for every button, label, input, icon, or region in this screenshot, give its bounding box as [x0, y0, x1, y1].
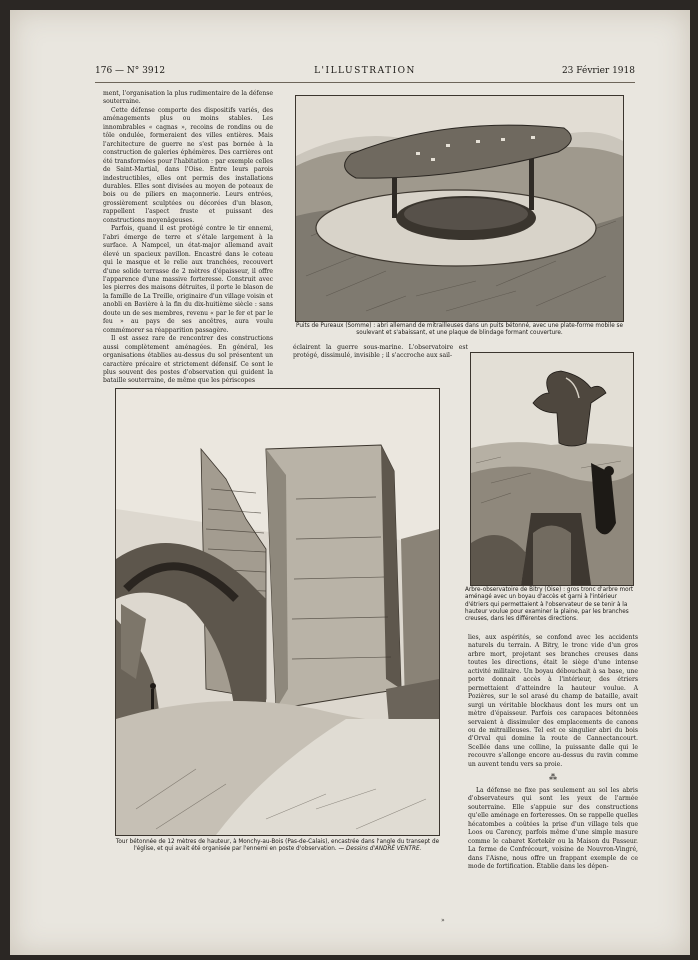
text-column-3-continued [468, 787, 638, 872]
caption-fig2-text: Tour bétonnée de 12 mètres de hauteur, à Monchy-au-Bois (Pas-de-Calais), encastrée dans l'angle du transept de l'église, et qui avait été organisée par l'ennemi en poste d'observation. [115, 839, 440, 853]
caption-fig3: Arbre-observatoire de Bitry (Oise) : gros tronc d'arbre mort aménagé avec un boyau d'accès et garni à l'intérieur d'étriers qui permettaient à l'observateur de se tenir à la hauteur voulue pour examiner la plaine, par les branches creuses, dans les différentes directions. [465, 587, 634, 623]
illustration-bitry-tree [470, 352, 634, 586]
section-ornament: ⁂ [549, 773, 557, 782]
paragraph: Parfois, quand il est protégé contre le tir ennemi, l'abri émerge de terre et s'étale largement à la surface. A Nampcel, un état-major allemand avait élevé un spacieux pavillon. Encastré dans le coteau qui le masque et le relie aux tranchées, recouvert d'une solide terrasse de 2 mètres d'épaisseur, il offre l'apparence d'une massive forteresse. Construit avec les pierres des maisons détruites, il porte le blason de la famille de La Treille, originaire d'un village voisin et anobli en Bavière à la fin du dix-huitième siècle : sans doute un de ses membres, revenu « par le fer et par le feu » au pays de ses ancêtres, aura voulu commémorer sa réapparition passagère. [103, 225, 273, 334]
issue-date: 23 Février 1918 [561, 66, 635, 76]
page-header [95, 66, 635, 80]
paragraph: ment, l'organisation la plus rudimentaire de la défense souterraine. [103, 90, 273, 106]
page-number: 176 — N° 3912 [95, 66, 166, 76]
illustration-monchy-tower [115, 388, 440, 836]
caption-fig1: Puits de Pureaux (Somme) : abri allemand de mitrailleuses dans un puits bétonné, avec une plate-forme mobile se soulevant et s'abaissant, et une plaque de blindage formant couverture. [296, 323, 623, 337]
header-rule [95, 82, 635, 83]
text-column-1 [103, 90, 273, 386]
paragraph: La défense ne fixe pas seulement au sol les abris d'observateurs qui sont les yeux de l'armée souterraine. Elle s'appuie sur des constructions qu'elle aménage en forteresses. On se rappelle quelles hécatombes a coûtées la prise d'un village tels que Loos ou Carency, parfois même d'une simple masure comme le cabaret Kortekër ou la Maison du Passeur. La ferme de Confrécourt, voisine de Nouvron-Vingré, dans l'Aisne, nous offre un frappant exemple de ce mode de fortification. Établie dans les dépen- [468, 787, 638, 871]
paragraph: Il est assez rare de rencontrer des constructions aussi complètement aménagées. En général, les organisations établies au-dessus du sol présentent un caractère précaire et strictement défensif. Ce sont le plus souvent des postes d'observation qui guident la bataille souterraine, de même que les périscopes [103, 335, 273, 385]
footer-mark: » [441, 917, 445, 924]
text-column-2 [293, 344, 468, 361]
illustration-credit: — Dessins d'ANDRÉ VENTRE. [338, 846, 422, 853]
paragraph: lies, aux aspérités, se confond avec les accidents naturels du terrain. A Bitry, le tronc vide d'un gros arbre mort, projetant ses branches creuses dans toutes les directions, était le siège d'une intense activité militaire. Un boyau débouchait à sa base, une porte donnait accès à l'intérieur, des étriers permettaient d'atteindre la hauteur voulue. A Pozières, sur le sol arasé du champ de bataille, avait surgi un véritable blockhaus dont les murs ont un mètre d'épaisseur. Parfois ces carapaces bétonnées servaient à dissimuler des emplacements de canons ou de mitrailleuses. Tel est ce singulier abri du bois d'Orval qui domine la route de Cannectancourt. Scellée dans une colline, la puissante dalle qui le recouvre s'allonge encore au-dessus du ravin comme un auvent tendu vers sa proie. [468, 634, 638, 768]
illustration-pureaux-well [295, 95, 624, 322]
paragraph: Cette défense comporte des dispositifs variés, des aménagements plus ou moins stables. Les innombrables « cagnas », recoins de rondins ou de tôle ondulée, formeraient des villes entières. Mais l'architecture de guerre ne s'est pas bornée à la construction de galeries éphémères. Des carrières ont été transformées pour l'habitation : par exemple celles de Saint-Martial, dans l'Oise. Entre leurs parois indestructibles, elles ont permis des installations durables. Elles sont divisées au moyen de poteaux de bois ou de piliers en maçonnerie. Leurs entrées, grossièrement sculptées ou décorées d'un blason, rappellent l'aspect fruste et puissant des constructions moyenâgeuses. [103, 106, 273, 224]
paragraph: éclairent la guerre sous-marine. L'observatoire est protégé, dissimulé, invisible ; il s'accroche aux sail- [293, 344, 468, 360]
publication-title: L'ILLUSTRATION [314, 66, 416, 76]
caption-fig2 [111, 839, 444, 854]
text-column-3 [468, 634, 638, 769]
